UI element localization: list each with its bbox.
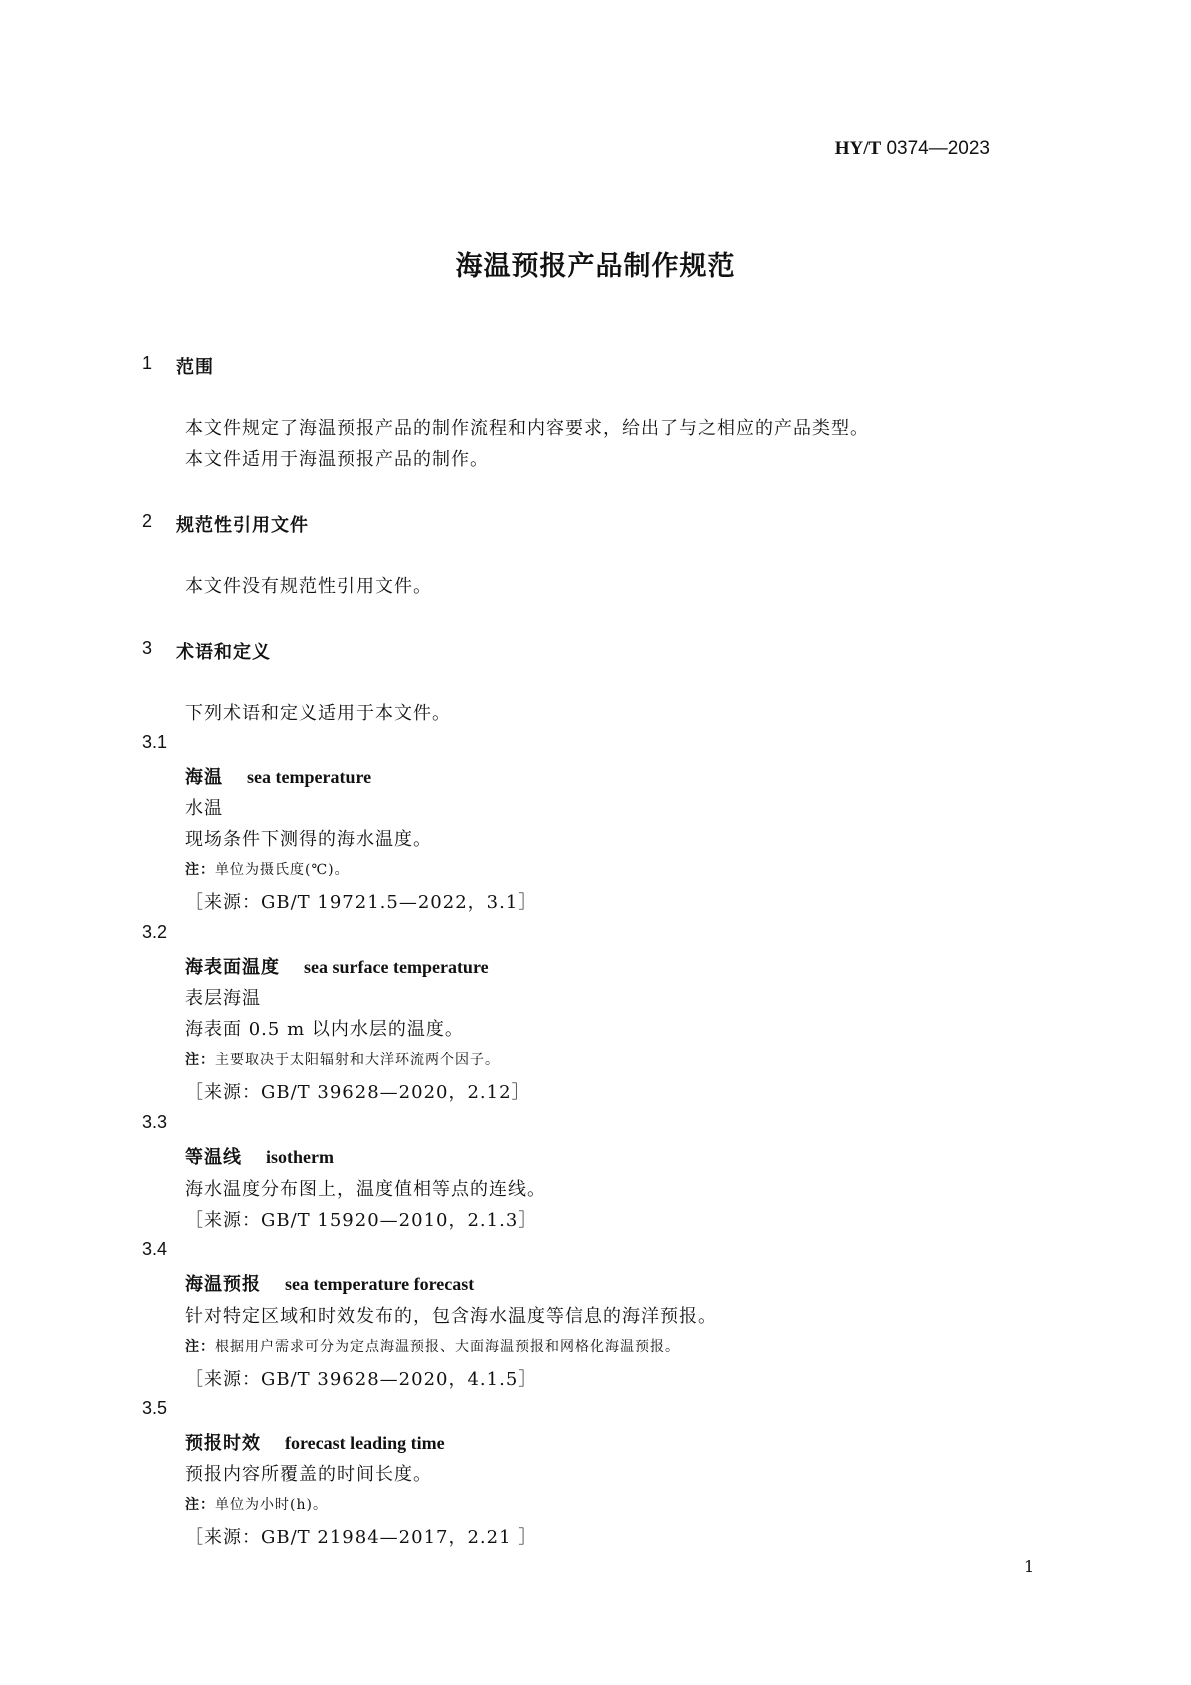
term-number: 3.3 [142, 1112, 168, 1132]
note-label: 注： [185, 1497, 215, 1513]
page-number: 1 [1024, 1557, 1035, 1576]
term-english: sea temperature [247, 767, 372, 787]
paragraph: 本文件规定了海温预报产品的制作流程和内容要求，给出了与之相应的产品类型。 [185, 418, 869, 439]
section-number: 2 [142, 511, 153, 531]
term-chinese: 海表面温度 [185, 957, 280, 978]
note-text: 主要取决于太阳辐射和大洋环流两个因子。 [215, 1052, 500, 1068]
document-title: 海温预报产品制作规范 [455, 251, 736, 282]
standard-code [835, 138, 990, 160]
paragraph: 下列术语和定义适用于本文件。 [185, 703, 451, 724]
term-number: 3.4 [142, 1239, 168, 1259]
term-source: ［来源：GB/T 21984—2017，2.21 ］ [185, 1527, 538, 1548]
term-number: 3.5 [142, 1398, 168, 1418]
term-definition: 预报内容所覆盖的时间长度。 [185, 1464, 432, 1485]
paragraph: 本文件没有规范性引用文件。 [185, 576, 432, 597]
term-heading [185, 1429, 445, 1455]
term-alternative: 水温 [185, 798, 223, 819]
term-note [185, 1049, 500, 1069]
term-chinese: 海温预报 [185, 1274, 261, 1295]
standard-code-prefix: HY/T [834, 138, 882, 159]
section-title: 范围 [176, 357, 214, 378]
term-heading [185, 953, 489, 979]
term-heading [185, 1143, 334, 1169]
section-title: 术语和定义 [176, 642, 271, 663]
term-definition: 海水温度分布图上，温度值相等点的连线。 [185, 1179, 546, 1200]
term-chinese: 预报时效 [185, 1433, 261, 1454]
standard-code-number: 0374—2023 [886, 138, 990, 159]
term-alternative: 表层海温 [185, 988, 261, 1009]
term-heading [185, 1270, 474, 1296]
term-english: sea temperature forecast [285, 1274, 475, 1294]
section-title: 规范性引用文件 [176, 515, 309, 536]
term-definition: 海表面 0.5 m 以内水层的温度。 [185, 1019, 464, 1040]
term-english: forecast leading time [285, 1433, 445, 1453]
note-label: 注： [185, 1339, 215, 1355]
note-label: 注： [185, 1052, 215, 1068]
term-number: 3.2 [142, 922, 168, 942]
term-english: sea surface temperature [304, 957, 489, 977]
term-source: ［来源：GB/T 15920—2010，2.1.3］ [185, 1210, 538, 1231]
term-source: ［来源：GB/T 19721.5—2022，3.1］ [185, 892, 538, 913]
term-note [185, 859, 350, 879]
note-text: 单位为小时(h)。 [215, 1497, 328, 1513]
term-definition: 现场条件下测得的海水温度。 [185, 829, 432, 850]
term-heading [185, 763, 371, 789]
section-number: 3 [142, 638, 153, 658]
term-definition: 针对特定区域和时效发布的，包含海水温度等信息的海洋预报。 [185, 1306, 717, 1327]
term-number: 3.1 [142, 732, 168, 752]
term-chinese: 海温 [185, 767, 223, 788]
note-text: 根据用户需求可分为定点海温预报、大面海温预报和网格化海温预报。 [215, 1339, 680, 1355]
term-source: ［来源：GB/T 39628—2020，2.12］ [185, 1082, 531, 1103]
note-label: 注： [185, 862, 215, 878]
term-source: ［来源：GB/T 39628—2020，4.1.5］ [185, 1369, 538, 1390]
paragraph: 本文件适用于海温预报产品的制作。 [185, 449, 489, 470]
section-number: 1 [142, 353, 153, 373]
term-english: isotherm [266, 1147, 334, 1167]
term-note [185, 1494, 328, 1514]
term-note [185, 1336, 680, 1356]
note-text: 单位为摄氏度(℃)。 [215, 862, 350, 878]
term-chinese: 等温线 [185, 1147, 242, 1168]
